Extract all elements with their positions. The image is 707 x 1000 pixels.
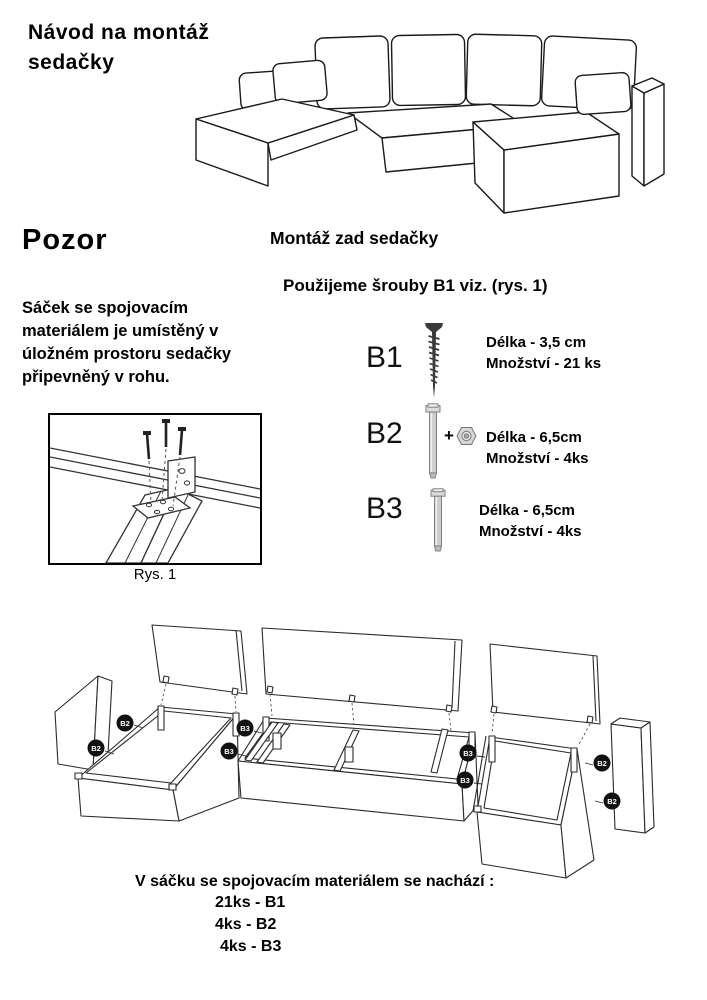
callout-b2-right-1	[594, 755, 611, 772]
svg-text:B3: B3	[460, 775, 470, 785]
callout-b2-right-2	[604, 793, 621, 810]
assembly-heading: Montáž zad sedačky	[270, 228, 439, 248]
b2-length: Délka - 6,5cm	[486, 429, 582, 446]
right-armrest-panel	[611, 718, 654, 833]
title-line-2: sedačky	[28, 51, 115, 74]
hardware-b1-label: B1	[366, 341, 403, 374]
callout-b2-left-1	[117, 715, 134, 732]
sofa-left-pillow	[272, 60, 327, 104]
callout-b3-midright-2	[457, 772, 474, 789]
svg-text:B2: B2	[597, 758, 607, 768]
hardware-b2-label: B2	[366, 417, 403, 450]
svg-text:B2: B2	[120, 718, 130, 728]
bag-item-b3: 4ks - B3	[220, 938, 282, 955]
bag-item-b2: 4ks - B2	[215, 916, 277, 933]
callout-b3-midleft-1	[237, 720, 254, 737]
hardware-b3-specs	[479, 500, 582, 542]
svg-text:B3: B3	[463, 748, 473, 758]
bag-contents-heading: V sáčku se spojovacím materiálem se nachází :	[135, 873, 495, 890]
svg-text:B3: B3	[224, 746, 234, 756]
middle-module	[238, 628, 478, 821]
callout-b3-midright-1	[460, 745, 477, 762]
title-line-1: Návod na montáž	[28, 21, 210, 44]
hardware-b1-specs	[486, 332, 601, 374]
bag-item-b1: 21ks - B1	[215, 894, 286, 911]
sofa-right-chaise	[473, 112, 619, 213]
warning-heading: Pozor	[22, 224, 108, 256]
callout-b3-midleft-2	[221, 743, 238, 760]
sofa-right-armrest	[632, 78, 664, 186]
svg-text:B2: B2	[91, 743, 101, 753]
bolt-b2-icon	[421, 403, 445, 479]
callout-b2-left-2	[88, 740, 105, 757]
nut-icon	[456, 426, 477, 446]
hardware-b2-specs	[486, 427, 589, 469]
b3-length: Délka - 6,5cm	[479, 502, 575, 519]
sofa-right-pillow	[575, 72, 632, 115]
hardware-b3-label: B3	[366, 492, 403, 525]
exploded-assembly-diagram	[45, 612, 705, 884]
page-title	[28, 18, 209, 78]
b2-quantity: Množství - 4ks	[486, 450, 589, 467]
plus-sign: +	[444, 426, 454, 445]
sofa-illustration	[186, 25, 706, 220]
assembly-note: Použijeme šrouby B1 viz. (rys. 1)	[283, 276, 548, 295]
bracket-diagram	[50, 415, 260, 563]
b3-quantity: Množství - 4ks	[479, 523, 582, 540]
screw-b1-icon	[424, 321, 444, 401]
sofa-left-chaise	[196, 99, 357, 186]
svg-text:B3: B3	[240, 723, 250, 733]
svg-text:B2: B2	[607, 796, 617, 806]
bag-location-text: Sáček se spojovacím materiálem je umístěný v úložném prostoru sedačky připevněný v rohu.	[22, 299, 232, 386]
figure1-caption: Rys. 1	[133, 566, 177, 583]
figure1-frame	[48, 413, 262, 565]
bolt-b3-icon	[427, 488, 449, 552]
right-module	[473, 644, 600, 878]
b1-length: Délka - 3,5 cm	[486, 334, 587, 351]
b1-quantity: Množství - 21 ks	[486, 355, 602, 372]
